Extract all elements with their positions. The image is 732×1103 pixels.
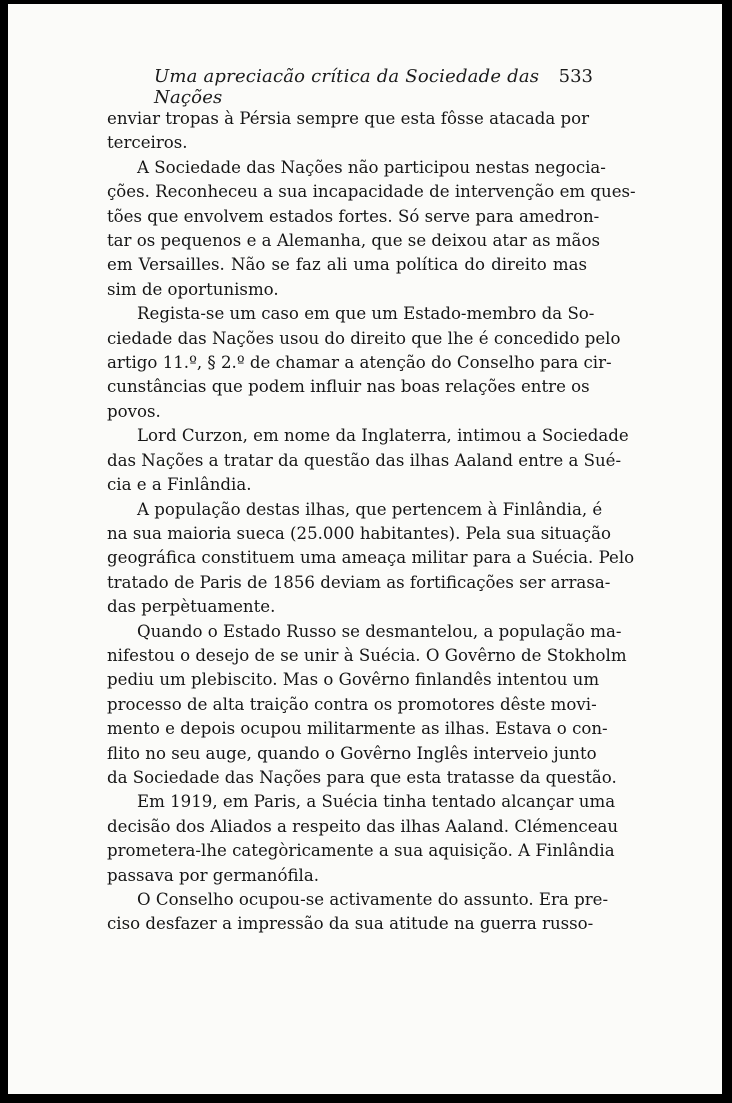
book-page xyxy=(8,4,722,1094)
text-line: das Nações a tratar da questão das ilhas Aaland entre a Sué- xyxy=(107,450,622,470)
text-line: mento e depois ocupou militarmente as ilhas. Estava o con- xyxy=(107,719,608,739)
page-header xyxy=(108,66,593,108)
paragraph xyxy=(107,498,635,620)
paragraph xyxy=(107,156,636,302)
text-line: Lord Curzon, em nome da Inglaterra, intimou a Sociedade xyxy=(137,426,629,446)
text-line: Em 1919, em Paris, a Suécia tinha tentado alcançar uma xyxy=(137,792,616,812)
text-line: na sua maioria sueca (25.000 habitantes). Pela sua situação xyxy=(107,523,611,543)
text-line: ções. Reconheceu a sua incapacidade de intervenção em ques- xyxy=(107,182,636,202)
text-line: cunstâncias que podem influir nas boas relações entre os xyxy=(107,377,590,397)
text-line: Quando o Estado Russo se desmantelou, a população ma- xyxy=(137,621,622,641)
text-line: sim de oportunismo. xyxy=(107,279,279,299)
text-line: das perpètuamente. xyxy=(107,597,276,617)
text-line: passava por germanófila. xyxy=(107,865,320,885)
text-line: prometera-lhe categòricamente a sua aquisição. A Finlândia xyxy=(107,841,615,861)
text-line: A Sociedade das Nações não participou nestas negocia- xyxy=(137,157,606,177)
text-line: cia e a Finlândia. xyxy=(107,475,252,495)
paragraph xyxy=(107,620,627,791)
text-line: tões que envolvem estados fortes. Só serve para amedron- xyxy=(107,206,600,226)
text-line: enviar tropas à Pérsia sempre que esta fôsse atacada por xyxy=(107,109,590,128)
text-line: O Conselho ocupou-se activamente do assunto. Era pre- xyxy=(137,890,609,909)
text-line: terceiros. xyxy=(107,133,188,153)
body-text xyxy=(107,107,636,937)
text-line: geográfica constituem uma ameaça militar para a Suécia. Pelo xyxy=(107,548,635,568)
text-line: flito no seu auge, quando o Govêrno Inglês interveio junto xyxy=(107,743,597,763)
paragraph xyxy=(107,424,629,497)
running-title: Uma apreciacão crítica da Sociedade das Nações xyxy=(154,66,540,108)
page-number: 533 xyxy=(558,66,593,87)
text-line: processo de alta traição contra os promotores dêste movi- xyxy=(107,694,597,714)
text-line: tar os pequenos e a Alemanha, que se deixou atar as mãos xyxy=(107,231,600,251)
text-line: povos. xyxy=(107,401,161,421)
paragraph xyxy=(107,107,590,156)
text-line: da Sociedade das Nações para que esta tratasse da questão. xyxy=(107,767,617,787)
text-line: tratado de Paris de 1856 deviam as fortificações ser arrasa- xyxy=(107,572,611,592)
text-line: ciedade das Nações usou do direito que lhe é concedido pelo xyxy=(107,328,621,348)
text-line: Regista-se um caso em que um Estado-membro da So- xyxy=(137,304,595,324)
paragraph xyxy=(107,888,609,937)
text-line: nifestou o desejo de se unir à Suécia. O Govêrno de Stokholm xyxy=(107,645,627,665)
text-line: decisão dos Aliados a respeito das ilhas Aaland. Clémenceau xyxy=(107,816,619,836)
text-line: artigo 11.º, § 2.º de chamar a atenção do Conselho para cir- xyxy=(107,353,612,373)
paragraph xyxy=(107,790,619,888)
text-line: em Versailles. Não se faz ali uma política do direito mas xyxy=(107,255,587,275)
text-line: pediu um plebiscito. Mas o Govêrno finlandês intentou um xyxy=(107,670,600,690)
paragraph xyxy=(107,302,621,424)
text-line: A população destas ilhas, que pertencem à Finlândia, é xyxy=(137,499,603,519)
text-line: ciso desfazer a impressão da sua atitude na guerra russo- xyxy=(107,914,594,934)
